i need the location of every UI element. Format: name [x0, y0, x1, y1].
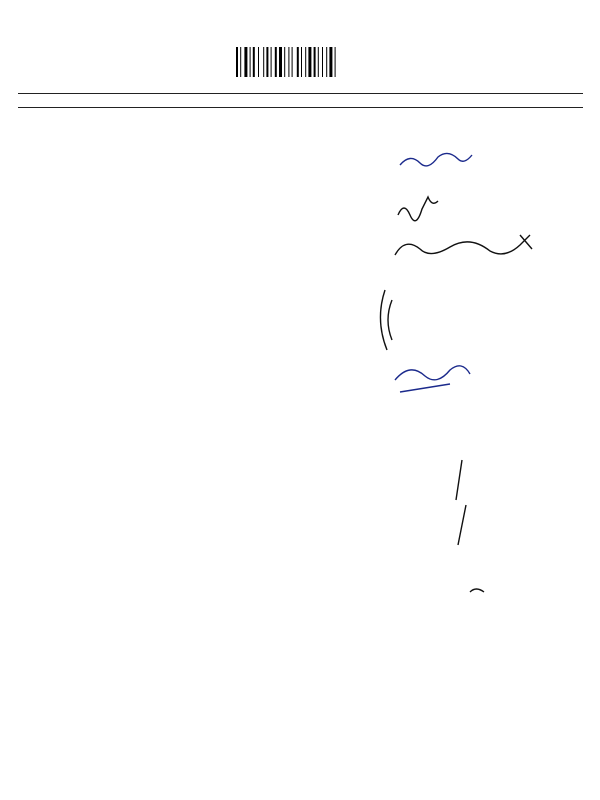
barcode — [236, 47, 360, 77]
signature-scribble — [380, 290, 392, 350]
signature-scribble — [395, 366, 470, 392]
header-bottom-line — [18, 107, 583, 108]
header-top-line — [18, 93, 583, 94]
signature-scribble — [456, 460, 466, 545]
signature-scribble — [395, 235, 532, 255]
signature-scribble — [398, 197, 438, 221]
signature-scribble — [470, 589, 484, 592]
signature-scribble — [400, 153, 472, 165]
